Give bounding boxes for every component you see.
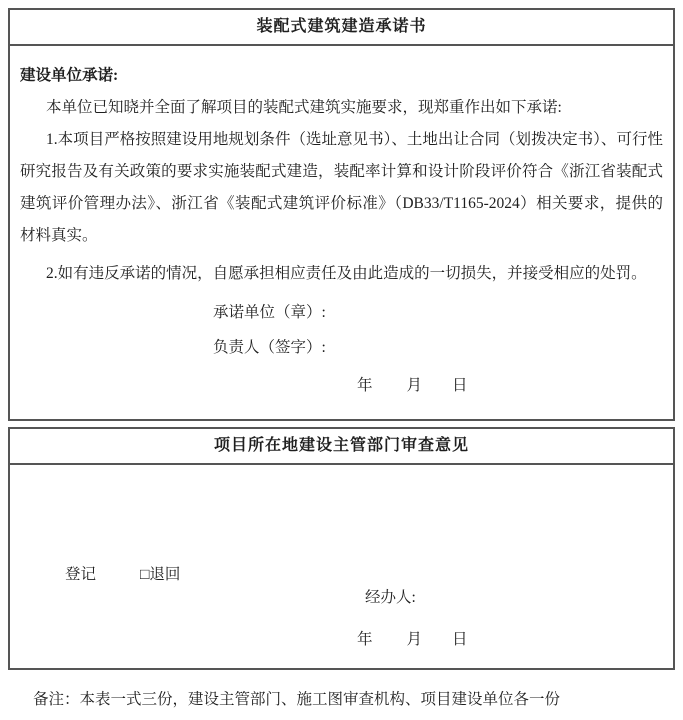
footer-note: 备注：本表一式三份，建设主管部门、施工图审查机构、项目建设单位各一份 (33, 691, 561, 708)
review-section (8, 427, 675, 670)
year-label: 年 (357, 631, 373, 648)
unit-seal-label: 承诺单位（章）: (213, 304, 326, 321)
return-checkbox-icon: □ (140, 566, 150, 583)
clause-2-paragraph: 2.如有违反承诺的情况，自愿承担相应责任及由此造成的一切损失，并接受相应的处罚。 (46, 265, 647, 282)
commitment-date-line (357, 378, 468, 394)
day-label: 日 (452, 377, 468, 394)
return-option (140, 567, 180, 583)
review-title: 项目所在地建设主管部门审查意见 (10, 429, 673, 465)
year-label: 年 (357, 377, 373, 394)
review-date-line (357, 632, 468, 648)
builder-promise-label: 建设单位承诺: (20, 67, 119, 84)
clause-1-paragraph: 1.本项目严格按照建设用地规划条件（选址意见书）、土地出让合同（划拨决定书）、可行性研究报告及有关政策的要求实施装配式建造，装配率计算和设计阶段评价符合《浙江省装配式建筑评价管理办法》、浙江省《装配式建筑评价标准》（DB33/T1165-2024）相关要求，提供的材料真实。 (20, 131, 663, 244)
month-label: 月 (406, 631, 423, 648)
commitment-section (8, 8, 675, 421)
intro-paragraph: 本单位已知晓并全面了解项目的装配式建筑实施要求，现郑重作出如下承诺: (46, 99, 562, 116)
handler-label: 经办人: (365, 589, 416, 606)
day-label: 日 (452, 631, 468, 648)
commitment-body (10, 46, 673, 419)
commitment-title: 装配式建筑建造承诺书 (10, 10, 673, 46)
responsible-signature-label: 负责人（签字）: (213, 339, 326, 356)
month-label: 月 (406, 377, 423, 394)
return-label: 退回 (149, 566, 181, 583)
review-body (10, 465, 673, 668)
register-label: 登记 (65, 566, 97, 583)
